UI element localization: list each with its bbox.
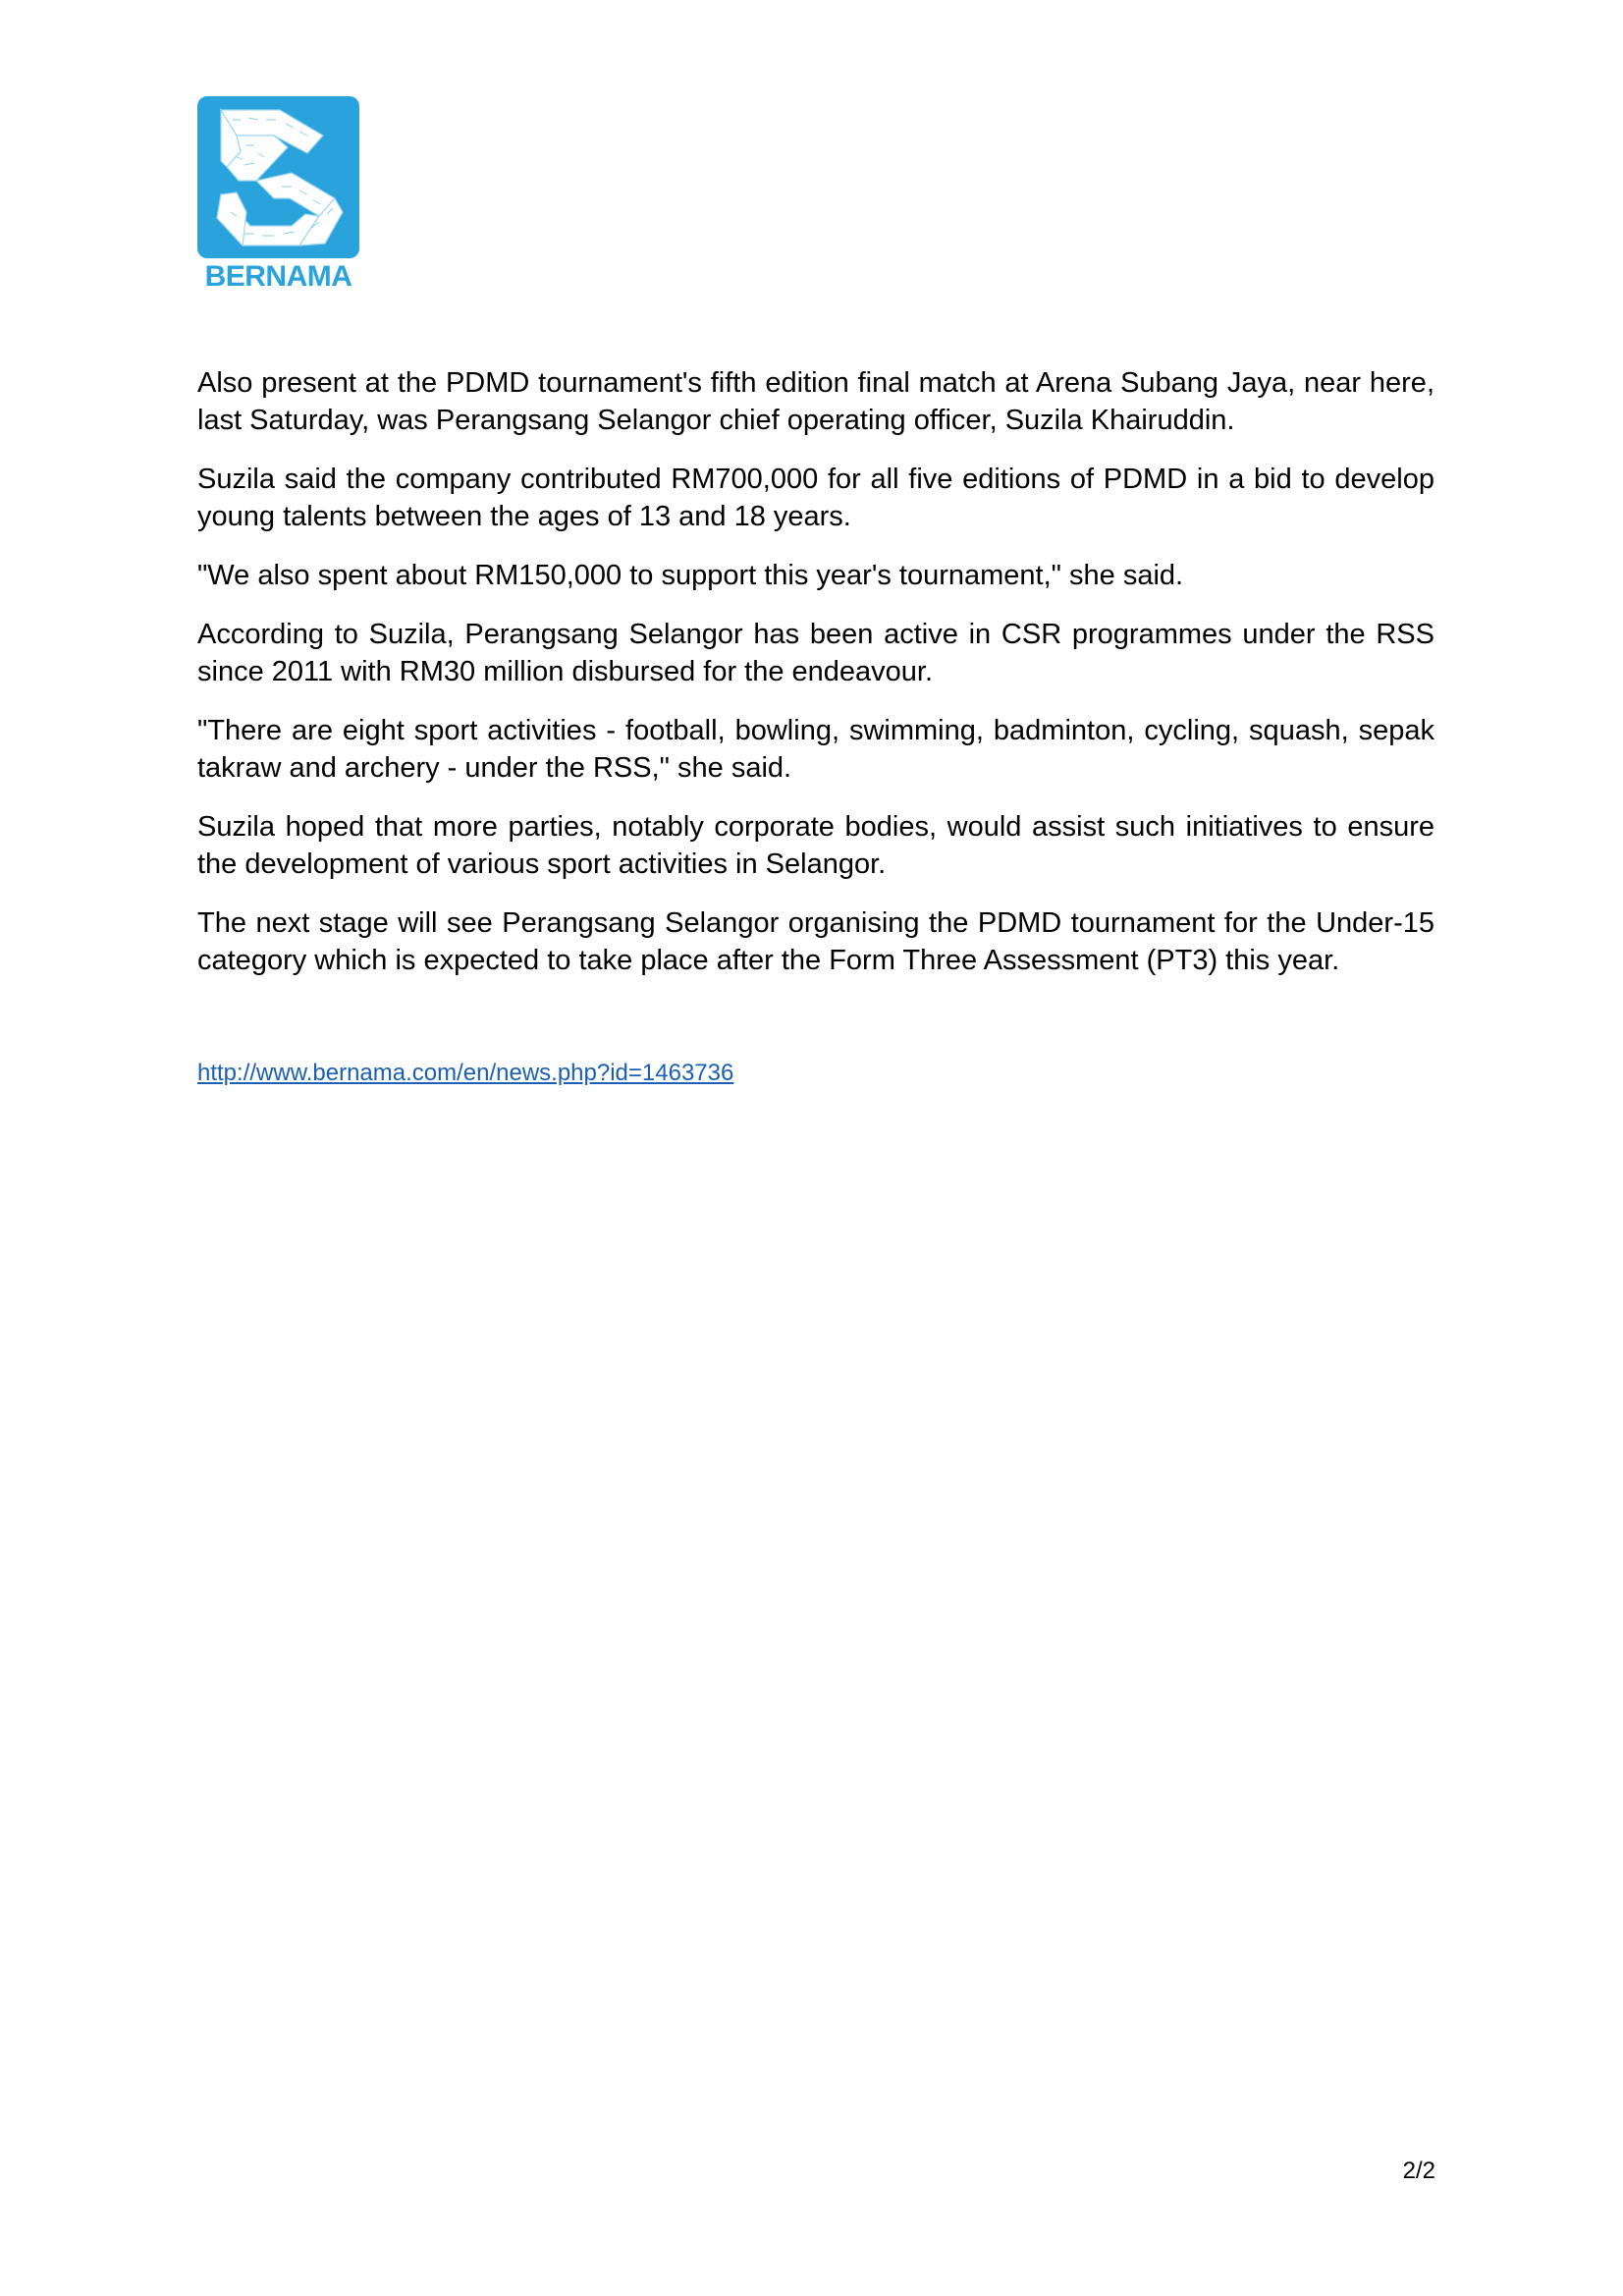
article-paragraph: "We also spent about RM150,000 to support this year's tournament," she said. [197, 560, 1184, 591]
bernama-logo [197, 96, 359, 293]
page-number: 2/2 [1402, 2158, 1435, 2184]
article-paragraph: "There are eight sport activities - football, bowling, swimming, badminton, cycling, squash, sepak takraw and archery - under the RSS," she said. [197, 715, 1434, 784]
article-paragraph: The next stage will see Perangsang Selangor organising the PDMD tournament for the Under-15 category which is expected to take place after the Form Three Assessment (PT3) this year. [197, 907, 1434, 976]
article-paragraph: According to Suzila, Perangsang Selangor has been active in CSR programmes under the RSS since 2011 with RM30 million disbursed for the endeavour. [197, 619, 1434, 687]
bernama-b-logo-icon [197, 96, 359, 258]
article-paragraph: Also present at the PDMD tournament's fifth edition final match at Arena Subang Jaya, near here, last Saturday, was Perangsang Selangor chief operating officer, Suzila Khairuddin. [197, 367, 1434, 436]
logo-wordmark: BERNAMA [204, 260, 352, 293]
article-body [197, 364, 1434, 1001]
article-paragraph: Suzila hoped that more parties, notably corporate bodies, would assist such initiatives to ensure the development of various sport activities in Selangor. [197, 811, 1434, 880]
source-link[interactable]: http://www.bernama.com/en/news.php?id=1463736 [197, 1060, 734, 1086]
article-paragraph: Suzila said the company contributed RM700,000 for all five editions of PDMD in a bid to develop young talents between the ages of 13 and 18 years. [197, 464, 1434, 532]
